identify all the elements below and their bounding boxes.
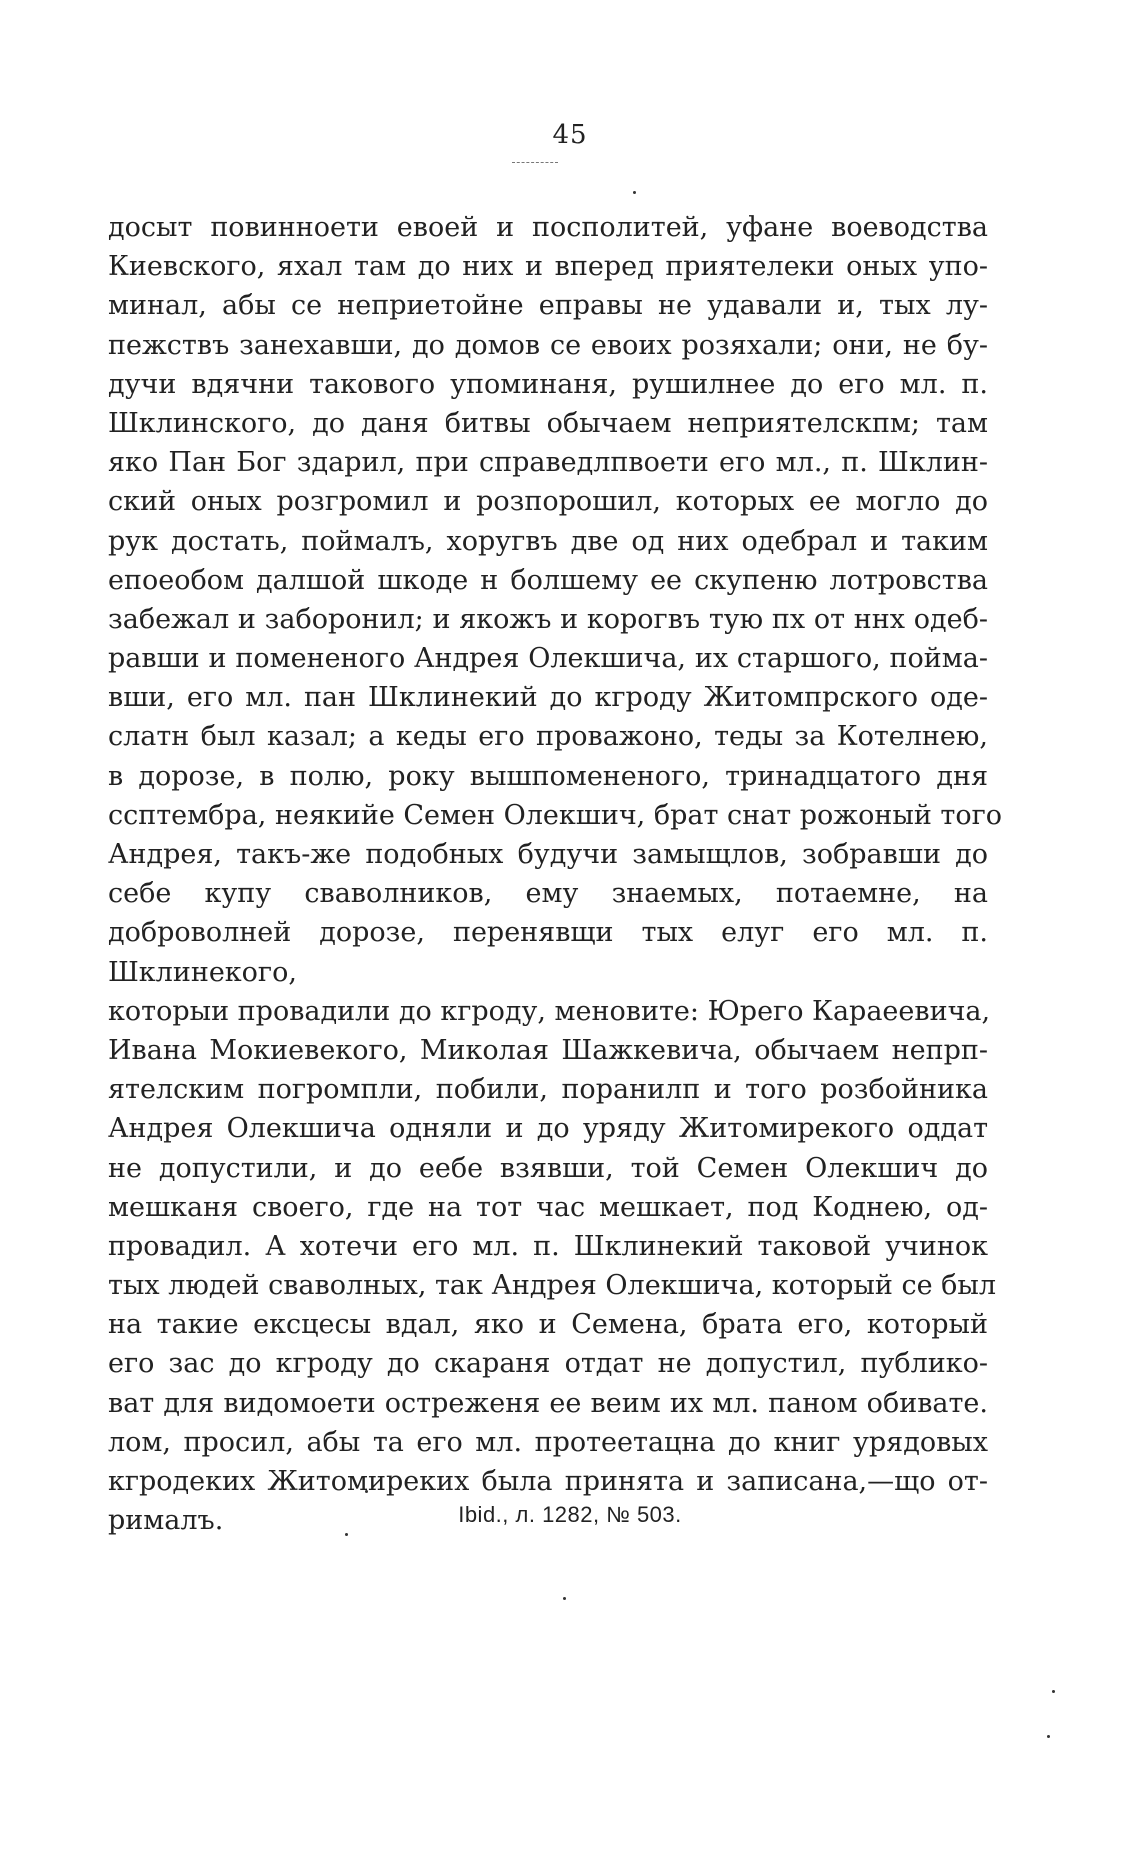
body-text [108,208,1003,1540]
text-line: ват для видомоети остреженя ее веим их мл. паном обивате. [108,1387,988,1419]
text-line: тых людей сваволных, так Андрея Олекшича, который се был [108,1270,997,1302]
print-speck [1047,1735,1050,1738]
text-line: дучи вдячни таковoго упоминаня, рушилнее до его мл. п. [108,368,988,400]
text-line: епоеобом далшой шкоде н болшему ее скупеню лотровства [108,564,988,596]
text-line: забежал и заборонил; и якожъ и корогвъ тую пх от ннх одеб- [108,603,988,635]
page-number: 45 [552,120,588,150]
text-line: досыт повинноети евоей и посполитей, уфане воеводства [108,212,988,243]
text-line: ский оных розгромил и розпорошил, которых ее могло до [108,486,988,518]
text-line: Киевского, яхал там до них и вперед приятелеки оных упо- [108,251,988,283]
text-line: Андрея, такъ-же подобных будучи замыщлов, зобравши до [108,839,988,870]
text-line: мешканя своего, где на тот час мешкает, под Коднею, од- [108,1191,988,1223]
text-line: вши, его мл. пан Шклинекий до кгроду Житомпрского оде- [108,682,988,714]
text-line: которыи провадили до кгроду, меновите: Юрего Караеевича, [108,995,991,1027]
text-line: Ивана Мокиевекого, Миколая Шажкевича, обычаем непрп- [108,1034,988,1066]
text-line: в дорозе, в полю, року вышпомененого, тринадцатого дня [108,760,988,792]
text-line: себе купу сваволников, ему знаемых, потаемне, на доброволней дорозе, перенявщи тых елуг его мл. п. Шклинекого, [108,878,988,988]
print-speck [633,191,636,194]
text-line: на такие ексцесы вдал, яко и Семена, брата его, который [108,1309,988,1341]
print-speck [1052,1690,1055,1693]
text-line: пежствъ занехавши, до домов се евоих розяхали; они, не бу- [108,329,988,361]
text-line: ятелским погромпли, побили, поранилп и того розбойника [108,1074,988,1106]
text-line: Шклинского, до даня битвы обычаем неприятелскпм; там [108,407,988,439]
text-line: Андрея Олекшича одняли и до уряду Житомирекого оддат [108,1113,988,1145]
print-speck [563,1597,566,1600]
source-citation: Ibid., л. 1282, № 503. [458,1502,682,1527]
text-line: лом, просил, абы та его мл. протеетацна до книг урядовых [108,1426,988,1458]
text-line: яко Пан Бог здарил, при справедлпвоети его мл., п. Шклин- [108,447,988,479]
text-line: не допустили, и до еебе взявши, той Семен Олекшич до [108,1152,988,1184]
text-line: кгродеких Житомиреких была принята и записана,—що от- [108,1466,988,1498]
text-line: слатн был казал; а кеды его проважоно, теды за Котелнею, [108,721,988,753]
text-line-last: рималъ. [108,1505,224,1537]
page-number-underline [512,162,558,163]
text-line: провадил. А хотечи его мл. п. Шклинекий таковой учинок [108,1230,988,1262]
text-line: его зас до кгроду до скараня отдат не допустил, публико- [108,1348,988,1380]
text-line: равши и помененого Андрея Олекшича, их старшого, пойма- [108,643,988,675]
text-line: ссптембра, неякийе Семен Олекшич, брат снат рожоный того [108,799,1003,831]
text-line: минал, абы се неприетойне еправы не удавали и, тых лу- [108,290,988,322]
text-line: рук достать, поймалъ, хоругвъ две од них одебрал и таким [108,525,988,557]
